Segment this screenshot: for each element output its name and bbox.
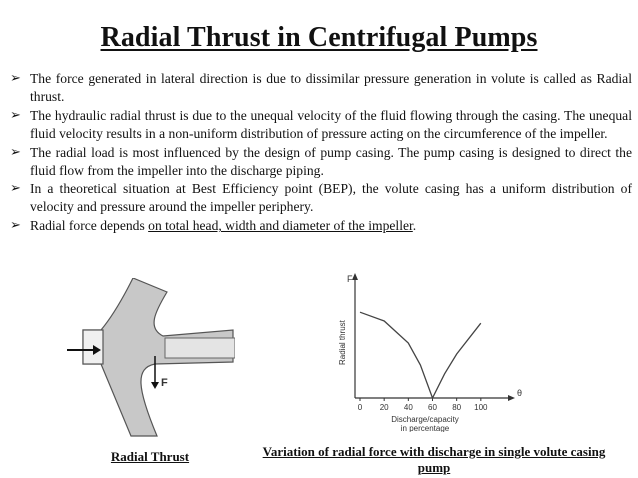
bullet-text: . bbox=[412, 218, 417, 234]
x-axis-arrow-icon bbox=[508, 395, 515, 401]
force-label: F bbox=[161, 377, 168, 389]
x-tick-label: 20 bbox=[379, 403, 389, 412]
bullet-text: The force generated in lateral direction is due to dissimilar pressure generation in volute is called as Radial thrust. bbox=[30, 71, 632, 104]
y-axis-letter: F bbox=[347, 274, 353, 284]
x-tick-label: 0 bbox=[357, 403, 363, 412]
x-axis-letter: θ bbox=[517, 388, 523, 398]
bullet-text: The radial load is most influenced by the design of pump casing. The pump casing is designed to direct the fluid flow from the impeller into the discharge piping. bbox=[30, 144, 632, 178]
bullet-item bbox=[10, 144, 632, 180]
force-arrow-icon bbox=[151, 382, 159, 389]
bullet-item bbox=[10, 180, 632, 216]
arrow-bullet-icon: ➢ bbox=[10, 71, 21, 86]
radial-force-chart bbox=[325, 270, 525, 432]
y-axis-arrow-icon bbox=[352, 273, 358, 280]
discharge-pipe bbox=[165, 338, 235, 358]
x-axis-label-line2: in percentage bbox=[400, 424, 450, 432]
bullet-text: Radial force depends bbox=[30, 218, 149, 234]
bullet-item bbox=[10, 217, 632, 235]
arrow-bullet-icon: ➢ bbox=[10, 144, 21, 160]
x-axis-label-line1: Discharge/capacity bbox=[391, 415, 459, 424]
page-title: Radial Thrust in Centrifugal Pumps bbox=[100, 22, 538, 53]
bullet-text: In a theoretical situation at Best Efficiency point (BEP), the volute casing has a uniform distribution of velocity and pressure around the impeller periphery. bbox=[30, 181, 632, 215]
y-axis-label: Radial thrust bbox=[338, 320, 347, 365]
arrow-bullet-icon: ➢ bbox=[10, 181, 21, 197]
radial-thrust-diagram bbox=[55, 278, 235, 438]
bullet-list bbox=[10, 70, 632, 236]
chart-axes bbox=[338, 273, 522, 401]
bullet-underlined-text: on total head, width and diameter of the impeller bbox=[148, 218, 413, 234]
bullet-item bbox=[10, 107, 632, 143]
arrow-bullet-icon: ➢ bbox=[10, 107, 21, 123]
right-figure-caption: Variation of radial force with discharge in single volute casing pump bbox=[262, 444, 606, 475]
bullet-text: The hydraulic radial thrust is due to the unequal velocity of the fluid flowing through the casing. The unequal fluid velocity results in a non-uniform distribution of pressure acting on the circumference of the impeller. bbox=[30, 107, 632, 141]
x-tick-label: 100 bbox=[474, 403, 488, 412]
x-tick-label: 40 bbox=[403, 403, 413, 412]
x-tick-label: 60 bbox=[428, 403, 437, 412]
x-tick-label: 80 bbox=[452, 403, 462, 412]
chart-ticks bbox=[358, 398, 488, 412]
radial-force-curve bbox=[360, 312, 481, 398]
arrow-bullet-icon: ➢ bbox=[10, 218, 21, 234]
bullet-item bbox=[10, 70, 632, 106]
left-figure-caption: Radial Thrust bbox=[110, 449, 190, 464]
